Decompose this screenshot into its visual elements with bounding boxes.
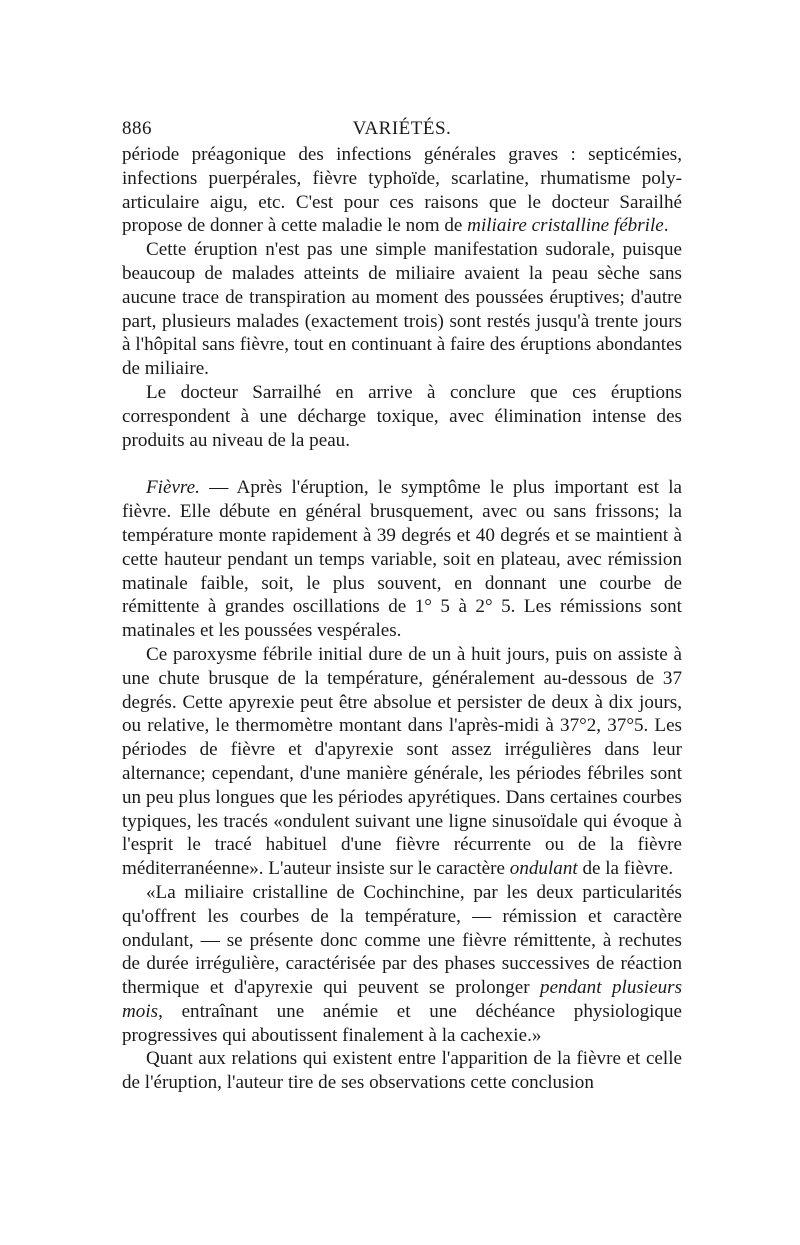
paragraph-miliaire-name — [122, 143, 682, 238]
text-segment: , entraînant une anémie et une déchéance physiologique progressives qui aboutissent finalement à la cachexie.» — [122, 1000, 682, 1046]
paragraph-citation — [122, 881, 682, 1048]
text-segment: de la fièvre. — [577, 858, 674, 880]
text-segment: Le docteur Sarrailhé en arrive à conclure que ces éruptions correspondent à une décharge toxique, avec élimination intense des produits au niveau de la peau. — [122, 381, 682, 451]
text-segment: Ce paroxysme fébrile initial dure de un à huit jours, puis on assiste à une chute brusque de la température, généralement au-dessous de 37 degrés. Cette apyrexie peut être absolue et persister de deux à dix jours, ou relative, le thermomètre montant dans l'après-midi à 37°2, 37°5. Les périodes de fièvre et d'apyrexie sont assez irrégulières dans leur alternance; cependant, d'une manière générale, les périodes fébriles sont un peu plus longues que les périodes apyrétiques. Dans certaines courbes typiques, les tracés «ondulent suivant une ligne sinusoïdale qui évoque à l'esprit le tracé habituel d'une fièvre récurrente ou de la fièvre méditerranéenne». L'auteur insiste sur le caractère — [122, 643, 682, 880]
page-number: 886 — [122, 118, 152, 139]
text-segment: Quant aux relations qui existent entre l'apparition de la fièvre et celle de l'éruption, l'auteur tire de ses observations cette conclusion — [122, 1048, 682, 1094]
running-header — [122, 112, 682, 142]
term-ondulant: ondulant — [509, 858, 578, 880]
text-segment: — Après l'éruption, le symptôme le plus important est la fièvre. Elle débute en général brusquement, avec ou sans frissons; la température monte rapidement à 39 degrés et 40 degrés et se maintient à cette hauteur pendant un temps variable, soit en plateau, avec rémission matinale faible, soit, le plus souvent, en donnant une courbe de rémittente à grandes oscillations de 1° 5 à 2° 5. Les rémissions sont matinales et les poussées vespérales. — [122, 477, 682, 642]
paragraph-conclusion-toxique — [122, 381, 682, 452]
term-pendant-plusieurs-mois: pendant plusieurs mois — [122, 977, 682, 1022]
text-segment: période préagonique des infections générales graves : septicémies, infections puerpérales, fièvre typhoïde, scarlatine, rhumatisme poly-articulaire aigu, etc. C'est pour ces raisons que le docteur Sarailhé propose de donner à cette maladie le nom de — [122, 144, 682, 237]
text-segment: Cette éruption n'est pas une simple manifestation sudorale, puisque beaucoup de malades atteints de miliaire avaient la peau sèche sans aucune trace de transpiration au moment des poussées éruptives; d'autre part, plusieurs malades (exactement trois) sont restés jusqu'à trente jours à l'hôpital sans fièvre, tout en continuant à faire des éruptions abondantes de miliaire. — [122, 239, 682, 380]
paragraph-relations — [122, 1047, 682, 1095]
body-text — [122, 143, 682, 1095]
paragraph-fievre — [122, 476, 682, 643]
paragraph-eruption — [122, 238, 682, 381]
text-segment: «La miliaire cristalline de Cochinchine, par les deux particularités qu'offrent les courbes de la température, — rémission et caractère ondulant, — se présente donc comme une fièvre rémittente, à rechutes de durée irrégulière, caractérisée par des phases successives de réaction thermique et d'apyrexie qui peuvent se prolonger — [122, 881, 682, 999]
paragraph-paroxysme — [122, 643, 682, 881]
text-segment: . — [663, 215, 669, 237]
section-heading-fievre: Fièvre. — [146, 477, 200, 499]
running-title: VARIÉTÉS. — [352, 118, 452, 139]
term-miliaire-cristalline-febrile: miliaire cristalline fébrile — [467, 215, 664, 237]
